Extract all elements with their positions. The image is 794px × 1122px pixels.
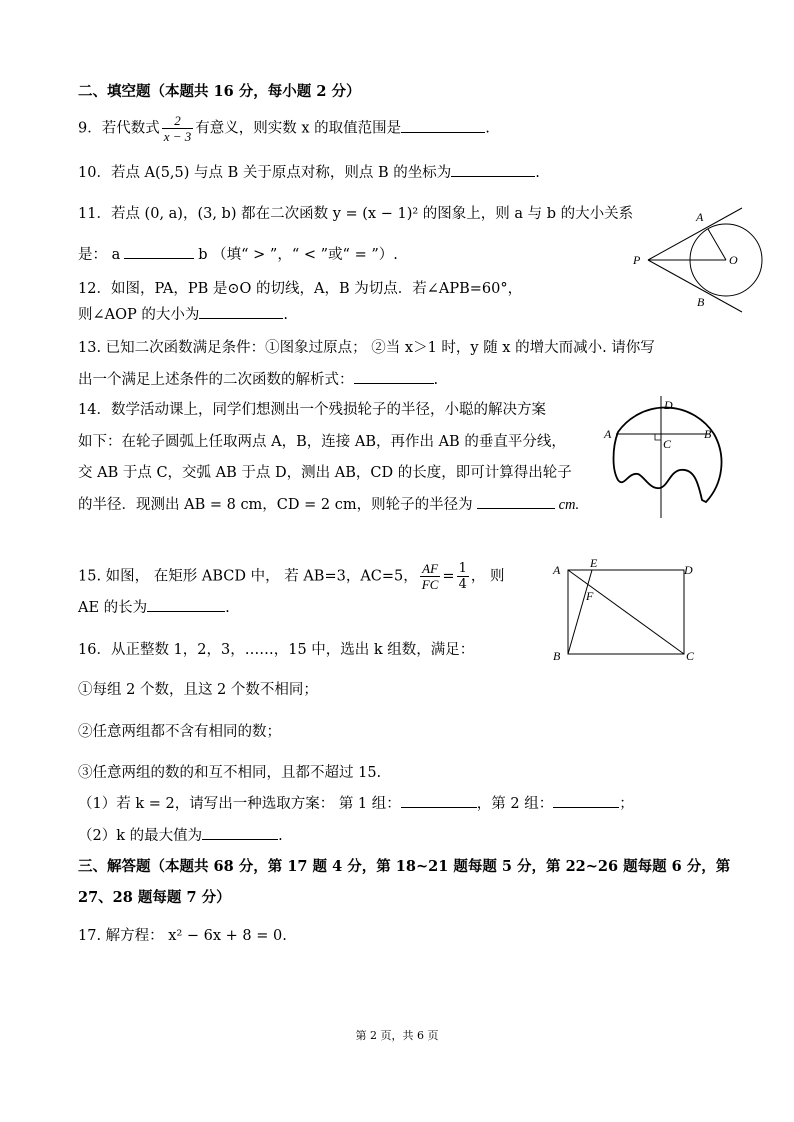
tangent-pa xyxy=(648,208,742,260)
tangent-circle-figure xyxy=(630,208,770,308)
label-o: O xyxy=(729,253,738,267)
q15-fraction-value: $\frac{1}{4}$ xyxy=(458,561,467,592)
q15-answer-blank[interactable] xyxy=(147,597,225,612)
label-f: F xyxy=(586,589,594,603)
q9-fraction: $\frac{2}{x - 3}$ xyxy=(163,113,192,144)
q9-pre: 9．若代数式 xyxy=(78,120,160,137)
label-a: A xyxy=(604,427,612,441)
question-13-line2: 出一个满足上述条件的二次函数的解析式： . xyxy=(78,369,438,390)
label-e: E xyxy=(590,556,598,570)
segment-be xyxy=(568,570,592,654)
label-b: B xyxy=(704,427,712,441)
page-footer: 第 2 页，共 6 页 xyxy=(355,1029,439,1042)
label-d: D xyxy=(664,398,673,412)
wheel-outline xyxy=(614,408,722,502)
label-c: C xyxy=(686,649,695,663)
question-14-line4: 的半径．现测出 AB = 8 cm，CD = 2 cm，则轮子的半径为 cm. xyxy=(78,494,579,515)
question-11-line1: 11．若点 (0, a)，(3, b) 都在二次函数 y = (x − 1)² 的图象上，则 a 与 b 的大小关系 xyxy=(78,206,634,222)
segment-ao xyxy=(708,229,726,260)
q13-answer-blank[interactable] xyxy=(354,369,434,384)
section2-heading: 二、填空题（本题共 16 分，每小题 2 分） xyxy=(78,83,361,100)
question-12-line2: 则∠AOP 的大小为 . xyxy=(78,304,288,325)
rectangle-figure xyxy=(550,556,710,670)
label-d: D xyxy=(684,563,693,577)
question-12-line1: 12．如图，PA，PB 是⊙O 的切线，A，B 为切点．若∠APB=60°， xyxy=(78,281,523,297)
question-14-line1: 14．数学活动课上，同学们想测出一个残损轮子的半径，小聪的解决方案 xyxy=(78,402,546,418)
question-9: 9．若代数式 $\frac{2}{x - 3}$ 有意义，则实数 x 的取值范围是 . xyxy=(78,113,490,144)
question-15-line2: AE 的长为 . xyxy=(78,597,230,618)
label-b: B xyxy=(697,295,705,309)
question-16-cond3: ③任意两组的数的和互不相同，且都不超过 15. xyxy=(78,765,382,781)
tangent-pb xyxy=(648,260,742,312)
question-14-line2: 如下：在轮子圆弧上任取两点 A，B，连接 AB，再作出 AB 的垂直平分线， xyxy=(78,434,566,450)
diagonal-ac xyxy=(568,570,684,654)
q11-answer-blank[interactable] xyxy=(124,244,194,259)
q15-fraction-af-fc: $\frac{AF}{FC}$ xyxy=(421,561,439,592)
question-16-part2: （2）k 的最大值为 . xyxy=(78,825,283,846)
question-17: 17. 解方程： x² − 6x + 8 = 0. xyxy=(78,928,287,944)
question-13-line1: 13. 已知二次函数满足条件：①图象过原点； ②当 x＞1 时，y 随 x 的增大而减小. 请你写 xyxy=(78,340,655,356)
q16-group2-blank[interactable] xyxy=(553,793,619,808)
section3-heading-line2: 27、28 题每题 7 分） xyxy=(78,889,231,906)
label-a: A xyxy=(696,210,704,224)
question-16-cond1: ①每组 2 个数，且这 2 个数不相同； xyxy=(78,682,318,698)
q12-answer-blank[interactable] xyxy=(199,304,283,319)
right-angle-mark xyxy=(655,434,661,440)
question-16-cond2: ②任意两组都不含有相同的数； xyxy=(78,724,281,740)
q16-max-k-blank[interactable] xyxy=(202,825,278,840)
broken-wheel-figure xyxy=(598,392,728,522)
question-14-line3: 交 AB 于点 C，交弧 AB 于点 D，测出 AB，CD 的长度，即可计算得出轮子 xyxy=(78,465,572,481)
question-10: 10．若点 A(5,5) 与点 B 关于原点对称，则点 B 的坐标为 . xyxy=(78,162,540,183)
label-a: A xyxy=(553,563,561,577)
section3-heading-line1: 三、解答题（本题共 68 分，第 17 题 4 分，第 18~21 题每题 5 分，第 22~26 题每题 6 分，第 xyxy=(78,858,731,875)
label-c: C xyxy=(663,437,672,451)
question-11-line2: 是： a b （填“ > ”，“ < ”或“ = ”）. xyxy=(78,244,398,265)
question-16-line1: 16．从正整数 1，2，3，……，15 中，选出 k 组数，满足： xyxy=(78,642,475,658)
label-b: B xyxy=(553,649,561,663)
q9-post: 有意义，则实数 x 的取值范围是 xyxy=(195,120,402,137)
question-16-part1: （1）若 k = 2，请写出一种选取方案： 第 1 组： ，第 2 组： ； xyxy=(78,793,634,814)
question-15-line1: 15. 如图， 在矩形 ABCD 中， 若 AB=3，AC=5， $\frac{AF}{FC}$ = $\frac{1}{4}$ ， 则 xyxy=(78,561,505,592)
q14-answer-blank[interactable] xyxy=(477,494,555,509)
q16-group1-blank[interactable] xyxy=(401,793,477,808)
label-p: P xyxy=(633,253,641,267)
q9-answer-blank[interactable] xyxy=(401,118,485,133)
q10-answer-blank[interactable] xyxy=(451,162,535,177)
